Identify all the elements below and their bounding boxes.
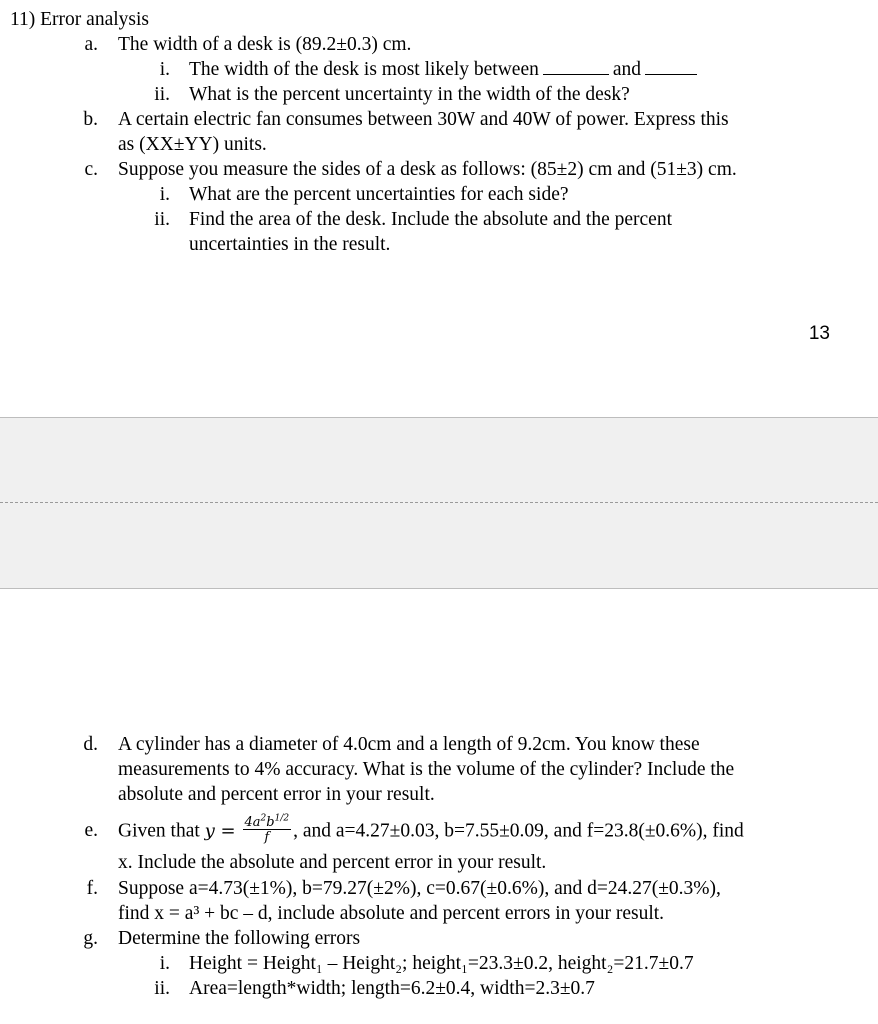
page-number: 13 bbox=[808, 323, 830, 344]
question-c-i-text: What are the percent uncertainties for each side? bbox=[189, 184, 569, 205]
item-label-d: d. bbox=[83, 734, 98, 755]
equation-numerator: $4a^2b^{1/2}$ bbox=[244, 813, 290, 830]
question-a-i-text: The width of the desk is most likely between and bbox=[189, 57, 701, 82]
answer-blank-1 bbox=[543, 57, 609, 75]
question-c-ii-line-1: Find the area of the desk. Include the absolute and the percent bbox=[189, 209, 672, 230]
subitem-label-c-ii: ii. bbox=[154, 209, 170, 230]
question-g-ii-text: Area=length*width; length=6.2±0.4, width=2.3±0.7 bbox=[189, 978, 595, 999]
question-b-line-1: A certain electric fan consumes between 30W and 40W of power. Express this bbox=[118, 109, 729, 130]
question-a-ii-text: What is the percent uncertainty in the width of the desk? bbox=[189, 84, 630, 105]
item-label-e: e. bbox=[84, 820, 98, 841]
question-e-line-1: Given that y = $\frac{4a^2b^{1/2}}{f}$ , and a=4.27±0.03, b=7.55±0.09, and f=23.8(±0.6%), find bbox=[118, 813, 744, 845]
question-g-text: Determine the following errors bbox=[118, 928, 361, 949]
subitem-label-g-ii: ii. bbox=[154, 978, 170, 999]
answer-blank-2 bbox=[645, 57, 697, 75]
page-break-divider bbox=[0, 502, 878, 503]
question-d-line-2: measurements to 4% accuracy. What is the volume of the cylinder? Include the bbox=[118, 759, 735, 780]
equation-fraction bbox=[243, 813, 292, 845]
question-f-line-1: Suppose a=4.73(±1%), b=79.27(±2%), c=0.67(±0.6%), and d=24.27(±0.3%), bbox=[118, 878, 721, 899]
section-title: 11) Error analysis bbox=[10, 9, 149, 30]
question-c-ii-line-2: uncertainties in the result. bbox=[189, 234, 391, 255]
item-label-b: b. bbox=[83, 109, 98, 130]
equation-lhs: y = bbox=[204, 820, 236, 842]
item-label-g: g. bbox=[83, 928, 98, 949]
item-label-a: a. bbox=[84, 34, 98, 55]
question-b-line-2: as (XX±YY) units. bbox=[118, 134, 267, 155]
item-label-c: c. bbox=[84, 159, 98, 180]
subitem-label-c-i: i. bbox=[159, 184, 170, 205]
question-d-line-3: absolute and percent error in your result. bbox=[118, 784, 435, 805]
item-label-f: f. bbox=[86, 878, 98, 899]
page-break bbox=[0, 417, 878, 589]
question-c-text: Suppose you measure the sides of a desk as follows: (85±2) cm and (51±3) cm. bbox=[118, 159, 737, 180]
question-d-line-1: A cylinder has a diameter of 4.0cm and a length of 9.2cm. You know these bbox=[118, 734, 700, 755]
subitem-label-a-i: i. bbox=[159, 59, 170, 80]
subitem-label-g-i: i. bbox=[159, 953, 170, 974]
question-a-text: The width of a desk is (89.2±0.3) cm. bbox=[118, 34, 412, 55]
question-g-i-text: Height = Height₁ – Height₂; height₁=23.3±0.2, height₂=21.7±0.7 bbox=[189, 953, 694, 974]
question-e-line-2: x. Include the absolute and percent error in your result. bbox=[118, 852, 547, 873]
question-f-line-2: find x = a³ + bc – d, include absolute and percent errors in your result. bbox=[118, 903, 665, 924]
subitem-label-a-ii: ii. bbox=[154, 84, 170, 105]
equation-denominator: f bbox=[264, 830, 270, 845]
